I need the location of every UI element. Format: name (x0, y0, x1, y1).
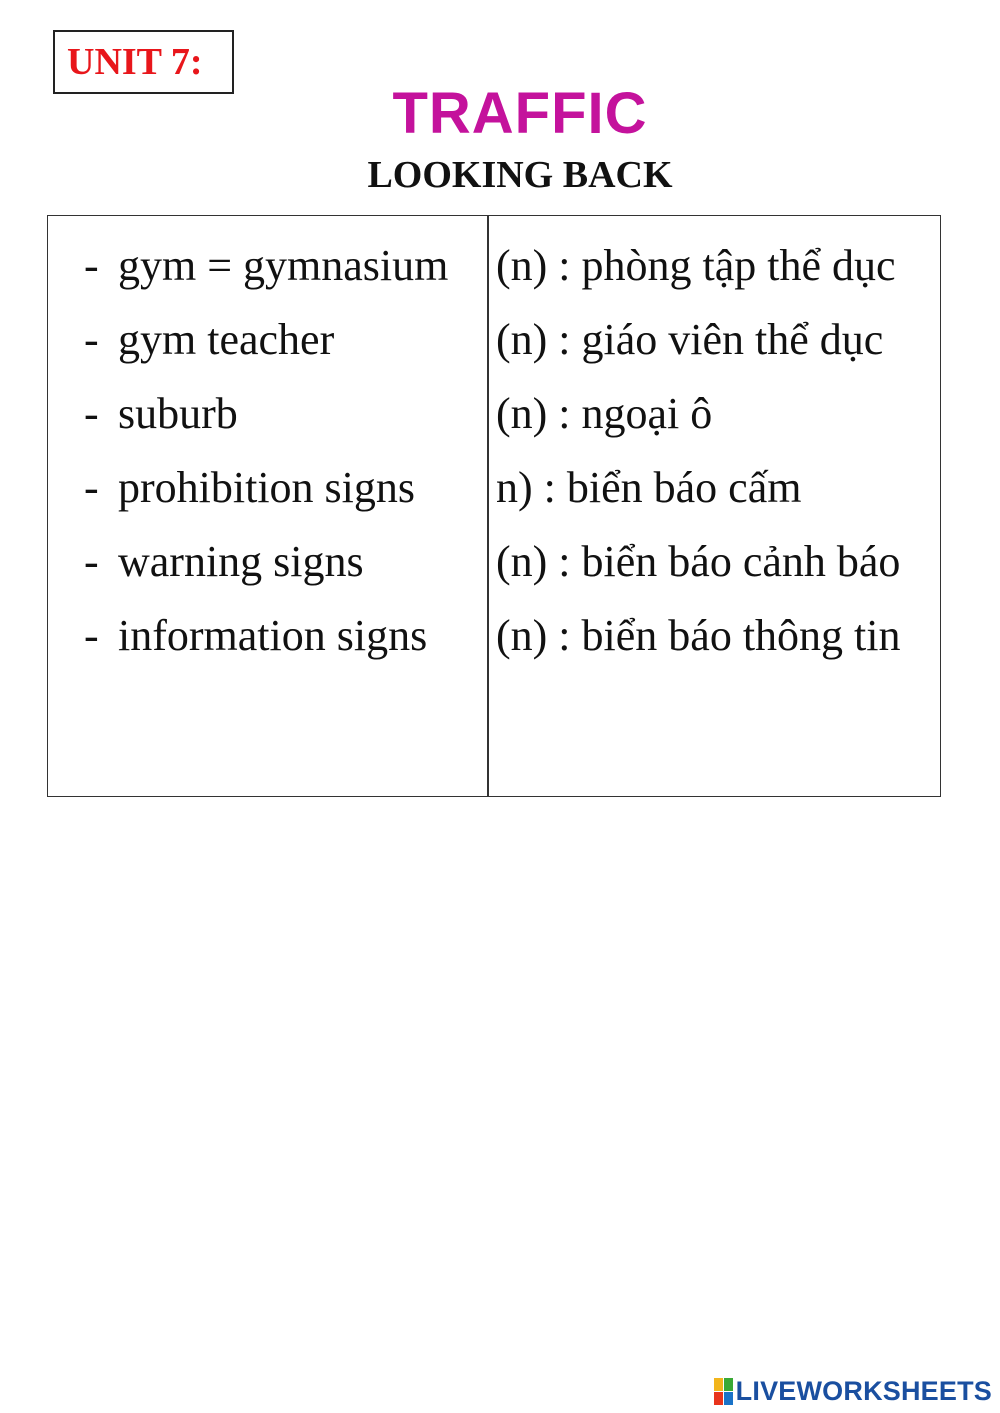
term-text: prohibition signs (118, 463, 416, 512)
meaning-item: (n) : ngoại ô (496, 389, 713, 438)
list-marker: - (84, 389, 99, 438)
list-marker: - (84, 315, 99, 364)
liveworksheets-brand[interactable] (714, 1376, 992, 1407)
page-subtitle: LOOKING BACK (367, 154, 673, 196)
meaning-item: (n) : biển báo cảnh báo (496, 537, 901, 586)
brand-text: LIVEWORKSHEETS (735, 1376, 992, 1406)
list-marker: - (84, 611, 99, 660)
term-item (84, 532, 448, 606)
list-marker: - (84, 463, 99, 512)
term-text: gym = gymnasium (118, 241, 449, 290)
term-text: warning signs (118, 537, 364, 586)
list-marker: - (84, 537, 99, 586)
meaning-item: (n) : phòng tập thể dục (496, 241, 896, 290)
meaning-item: (n) : giáo viên thể dục (496, 315, 884, 364)
vocabulary-table (47, 215, 941, 797)
list-marker: - (84, 241, 99, 290)
liveworksheets-logo-icon (714, 1378, 733, 1405)
meanings-column (496, 236, 901, 680)
term-item (84, 236, 448, 310)
column-divider (487, 216, 489, 796)
term-item (84, 606, 448, 680)
term-item (84, 384, 448, 458)
term-item (84, 310, 448, 384)
term-text: information signs (118, 611, 428, 660)
terms-column (84, 236, 448, 680)
term-text: suburb (118, 389, 238, 438)
page-title: TRAFFIC (392, 81, 648, 146)
unit-label: UNIT 7: (67, 41, 203, 83)
meaning-item: (n) : biển báo thông tin (496, 611, 901, 660)
meaning-item: n) : biển báo cấm (496, 463, 802, 512)
term-item (84, 458, 448, 532)
term-text: gym teacher (118, 315, 335, 364)
